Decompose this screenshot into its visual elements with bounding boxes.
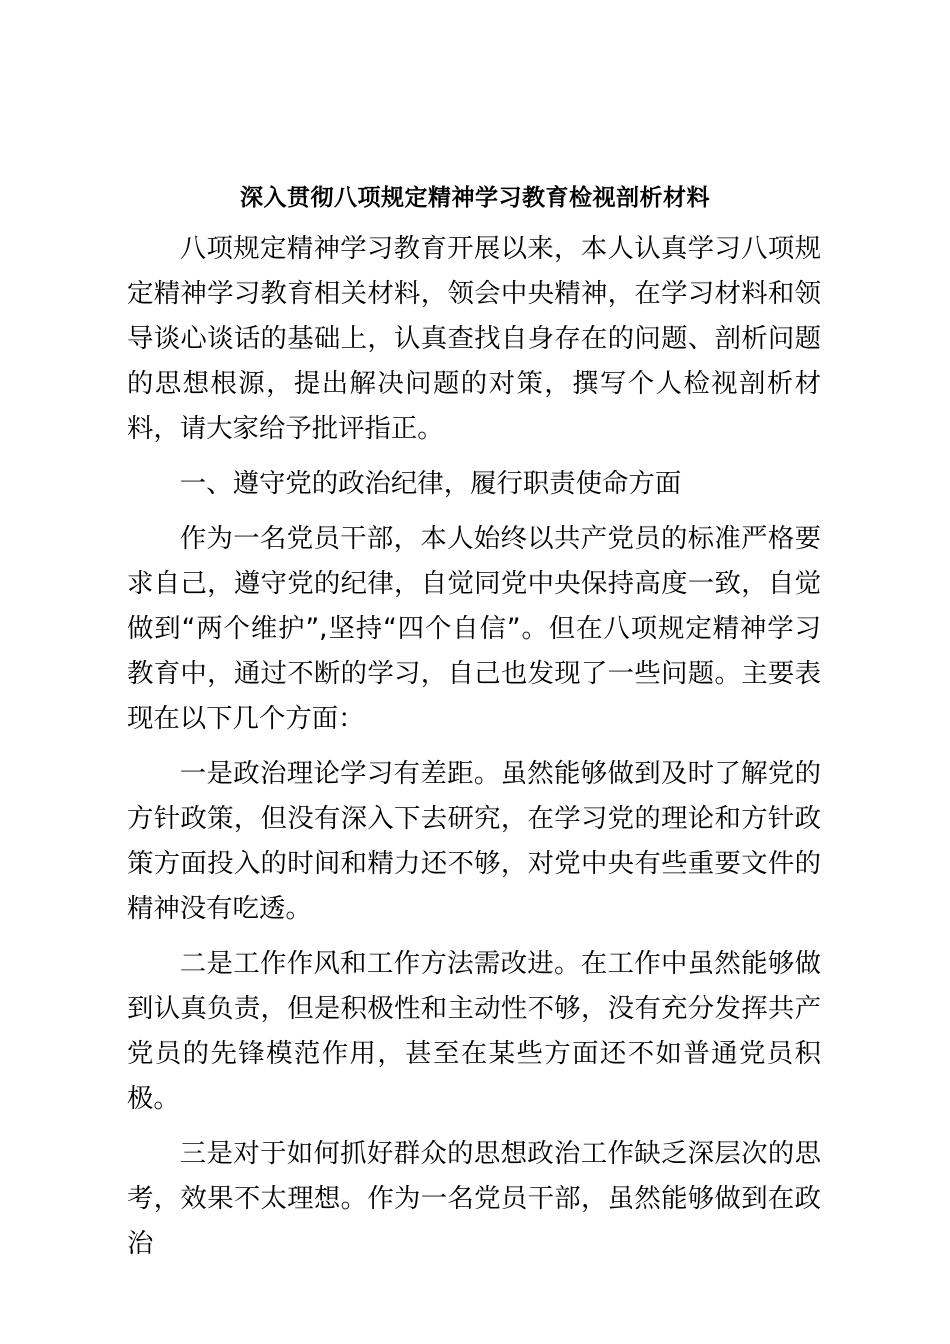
document-title: 深入贯彻八项规定精神学习教育检视剖析材料 [240, 185, 710, 211]
paragraph-issue-2: 二是工作作风和工作方法需改进。在工作中虽然能够做到认真负责，但是积极性和主动性不够，没有充分发挥共产党员的先锋模范作用，甚至在某些方面还不如普通党员积极。 [127, 948, 821, 1114]
document-body [127, 226, 821, 1276]
paragraph-issue-3: 三是对于如何抓好群众的思想政治工作缺乏深层次的思考，效果不太理想。作为一名党员干部，虽然能够做到在政治 [127, 1138, 821, 1259]
paragraph-intro: 八项规定精神学习教育开展以来，本人认真学习八项规定精神学习教育相关材料，领会中央精神，在学习材料和领导谈心谈话的基础上，认真查找自身存在的问题、剖析问题的思想根源，提出解决问题的对策，撰写个人检视剖析材料，请大家给予批评指正。 [127, 233, 821, 444]
paragraph-issue-1: 一是政治理论学习有差距。虽然能够做到及时了解党的方针政策，但没有深入下去研究，在学习党的理论和方针政策方面投入的时间和精力还不够，对党中央有些重要文件的精神没有吃透。 [127, 758, 821, 924]
paragraph-section-1-intro: 作为一名党员干部，本人始终以共产党员的标准严格要求自己，遵守党的纪律，自觉同党中央保持高度一致，自觉做到“两个维护”,坚持“四个自信”。但在八项规定精神学习教育中，通过不断的学习，自己也发现了一些问题。主要表现在以下几个方面： [127, 523, 821, 734]
section-heading-1: 一、遵守党的政治纪律，履行职责使命方面 [179, 468, 682, 499]
